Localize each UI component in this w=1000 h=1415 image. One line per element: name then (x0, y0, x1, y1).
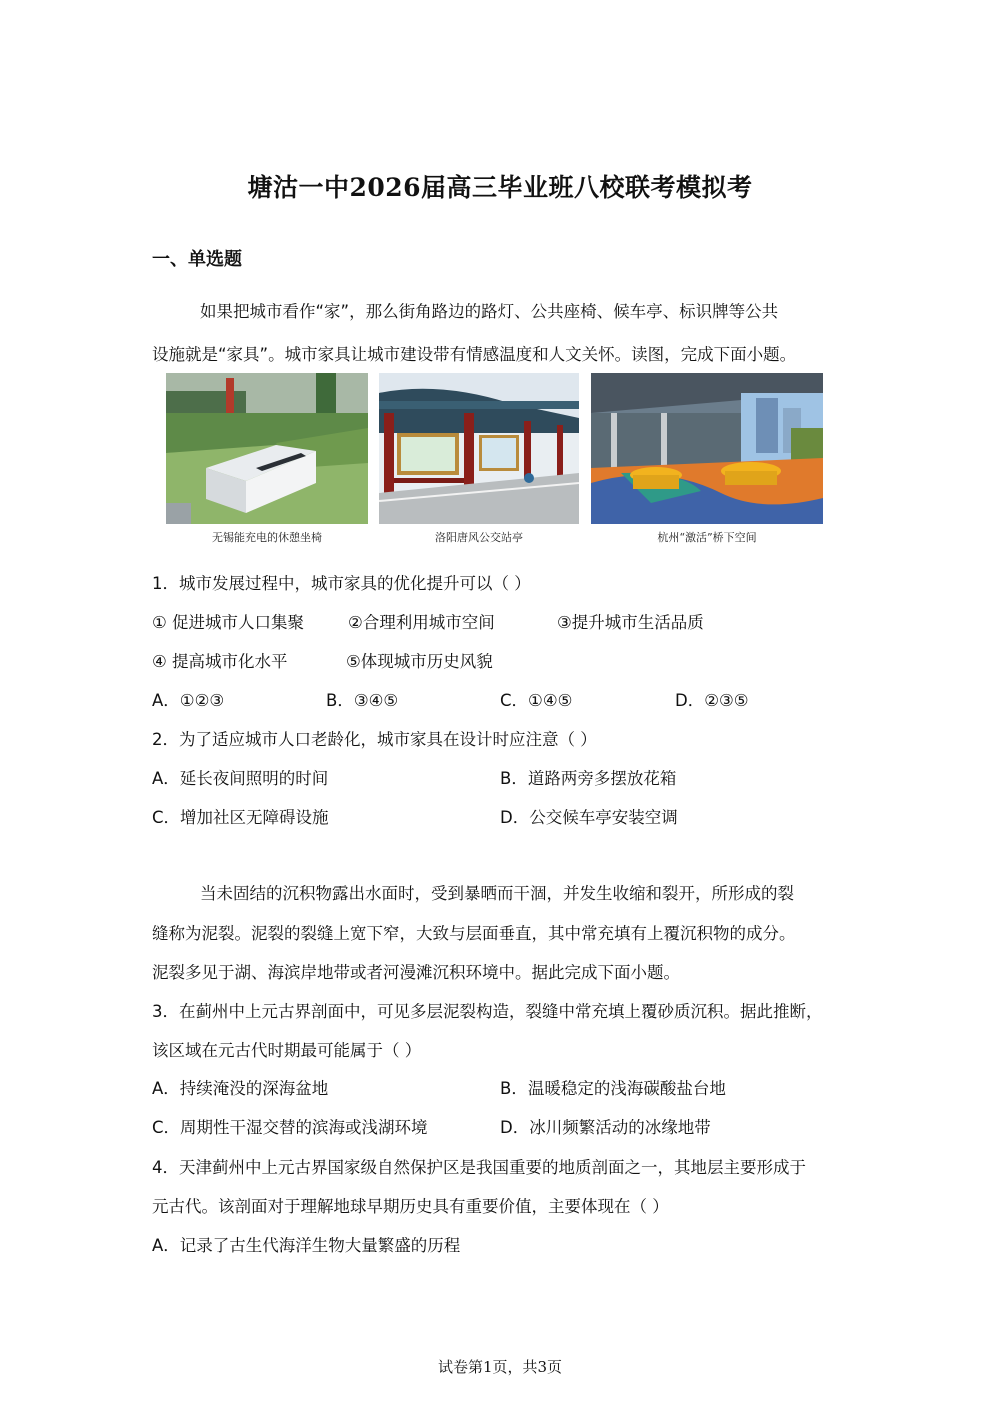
q1-statement-2: ②合理利用城市空间 (348, 613, 495, 632)
q3-stem-line2: 该区域在元古代时期最可能属于（ ） (152, 1041, 422, 1060)
photo-bus-shelter (379, 373, 579, 524)
q1-option-a[interactable]: A．①②③ (152, 691, 225, 710)
page-title: 塘沽一中2026届高三毕业班八校联考模拟考 (247, 173, 753, 202)
photo-charging-bench (166, 373, 368, 524)
q1-stem: 1．城市发展过程中，城市家具的优化提升可以（ ） (152, 574, 531, 593)
caption-under-bridge-space: 杭州“激活”桥下空间 (657, 531, 757, 544)
q2-option-b[interactable]: B．道路两旁多摆放花箱 (500, 769, 677, 788)
q1-option-d[interactable]: D．②③⑤ (675, 691, 749, 710)
passage2-line1: 当未固结的沉积物露出水面时，受到暴晒而干涸，并发生收缩和裂开，所形成的裂 (200, 884, 794, 903)
q4-stem-line2: 元古代。该剖面对于理解地球早期历史具有重要价值，主要体现在（ ） (152, 1197, 669, 1216)
photo-under-bridge-space (591, 373, 823, 524)
q1-statement-3: ③提升城市生活品质 (557, 613, 704, 632)
section-heading: 一、单选题 (152, 249, 242, 270)
q2-option-d[interactable]: D．公交候车亭安装空调 (500, 808, 678, 827)
passage2-line3: 泥裂多见于湖、海滨岸地带或者河漫滩沉积环境中。据此完成下面小题。 (152, 963, 680, 982)
q4-stem-line1: 4．天津蓟州中上元古界国家级自然保护区是我国重要的地质剖面之一，其地层主要形成于 (152, 1158, 806, 1177)
q1-statement-1: ① 促进城市人口集聚 (152, 613, 305, 632)
q1-option-c[interactable]: C．①④⑤ (500, 691, 573, 710)
q3-option-d[interactable]: D．冰川频繁活动的冰缘地带 (500, 1118, 711, 1137)
passage1-line1: 如果把城市看作“家”，那么街角路边的路灯、公共座椅、候车亭、标识牌等公共 (200, 302, 779, 321)
q3-stem-line1: 3．在蓟州中上元古界剖面中，可见多层泥裂构造，裂缝中常充填上覆砂质沉积。据此推断， (152, 1002, 823, 1021)
q2-stem: 2．为了适应城市人口老龄化，城市家具在设计时应注意（ ） (152, 730, 597, 749)
passage1-line2: 设施就是“家具”。城市家具让城市建设带有情感温度和人文关怀。读图，完成下面小题。 (152, 345, 797, 364)
q1-statement-5: ⑤体现城市历史风貌 (346, 652, 493, 671)
q2-option-a[interactable]: A．延长夜间照明的时间 (152, 769, 329, 788)
page-number: 试卷第1页，共3页 (437, 1358, 563, 1376)
caption-bus-shelter: 洛阳唐风公交站亭 (435, 531, 523, 544)
passage2-line2: 缝称为泥裂。泥裂的裂缝上宽下窄，大致与层面垂直，其中常充填有上覆沉积物的成分。 (152, 924, 796, 943)
q3-option-b[interactable]: B．温暖稳定的浅海碳酸盐台地 (500, 1079, 726, 1098)
q2-option-c[interactable]: C．增加社区无障碍设施 (152, 808, 329, 827)
q1-option-b[interactable]: B．③④⑤ (326, 691, 399, 710)
q4-option-a[interactable]: A．记录了古生代海洋生物大量繁盛的历程 (152, 1236, 461, 1255)
caption-charging-bench: 无锡能充电的休憩坐椅 (212, 531, 322, 544)
q3-option-a[interactable]: A．持续淹没的深海盆地 (152, 1079, 329, 1098)
q3-option-c[interactable]: C．周期性干湿交替的滨海或浅湖环境 (152, 1118, 428, 1137)
q1-statement-4: ④ 提高城市化水平 (152, 652, 288, 671)
